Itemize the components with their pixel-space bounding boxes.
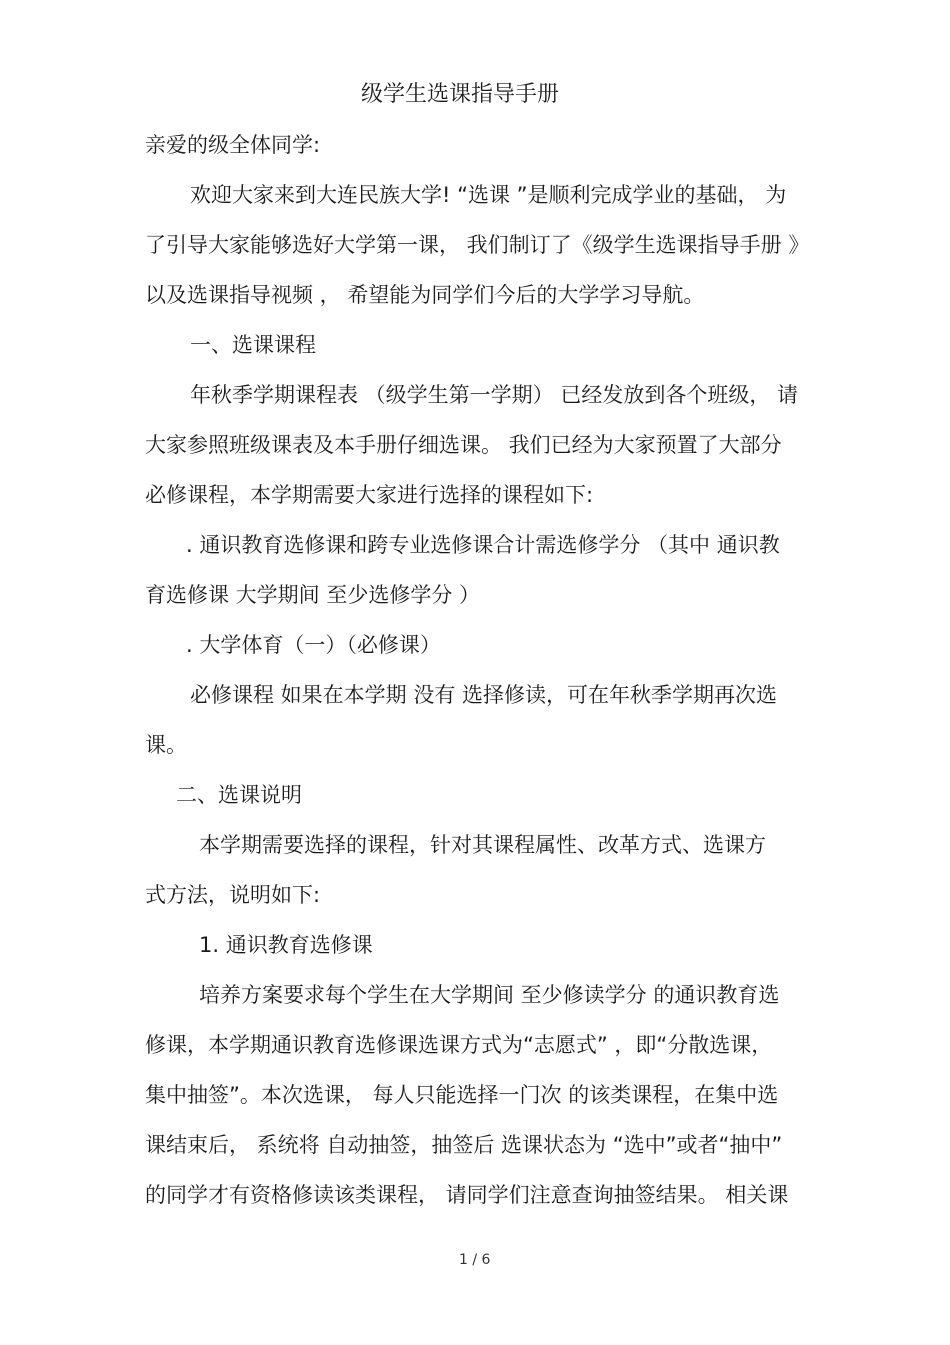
salutation: 亲爱的级全体同学: xyxy=(145,133,321,157)
paragraph-line: 必修课程 如果在本学期 没有 选择修读，可在年秋季学期再次选 xyxy=(190,683,778,707)
list-item: . 大学体育（一）（必修课） xyxy=(186,633,441,657)
paragraph-line: 以及选课指导视频 ， 希望能为同学们今后的大学学习导航。 xyxy=(145,283,705,307)
section-heading: 一、选课课程 xyxy=(190,333,316,357)
paragraph-line: 式方法，说明如下: xyxy=(145,883,321,907)
paragraph-line: 大家参照班级课表及本手册仔细选课。 我们已经为大家预置了大部分 xyxy=(145,433,782,457)
paragraph-line: 修课，本学期通识教育选修课选课方式为“志愿式” ，即“分散选课， xyxy=(145,1033,773,1057)
paragraph-line: 必修课程，本学期需要大家进行选择的课程如下: xyxy=(145,483,594,507)
document-title: 级学生选课指导手册 xyxy=(361,82,560,107)
paragraph-line: 欢迎大家来到大连民族大学! “选课 ”是顺利完成学业的基础， 为 xyxy=(190,183,787,207)
list-item-continuation: 育选修课 大学期间 至少选修学分 ） xyxy=(145,583,481,607)
page-indicator: 1 / 6 xyxy=(459,1252,491,1268)
paragraph-line: 培养方案要求每个学生在大学期间 至少修读学分 的通识教育选 xyxy=(199,983,780,1007)
section-heading: 二、选课说明 xyxy=(176,783,302,807)
paragraph-line: 课结束后， 系统将 自动抽签，抽签后 选课状态为 “选中”或者“抽中” xyxy=(145,1133,783,1157)
paragraph-line: 课。 xyxy=(145,733,187,757)
paragraph-line: 集中抽签”。本次选课， 每人只能选择一门次 的该类课程，在集中选 xyxy=(145,1083,779,1107)
paragraph-line: 了引导大家能够选好大学第一课， 我们制订了《级学生选课指导手册 》 xyxy=(145,233,810,257)
paragraph-line: 本学期需要选择的课程，针对其课程属性、改革方式、选课方 xyxy=(199,833,766,857)
list-item: . 通识教育选修课和跨专业选修课合计需选修学分 （其中 通识教 xyxy=(186,533,780,557)
paragraph-line: 年秋季学期课程表 （级学生第一学期） 已经发放到各个班级， 请 xyxy=(190,383,799,407)
subsection-heading: 1. 通识教育选修课 xyxy=(199,933,373,957)
paragraph-line: 的同学才有资格修读该类课程， 请同学们注意查询抽签结果。 相关课 xyxy=(145,1183,789,1207)
